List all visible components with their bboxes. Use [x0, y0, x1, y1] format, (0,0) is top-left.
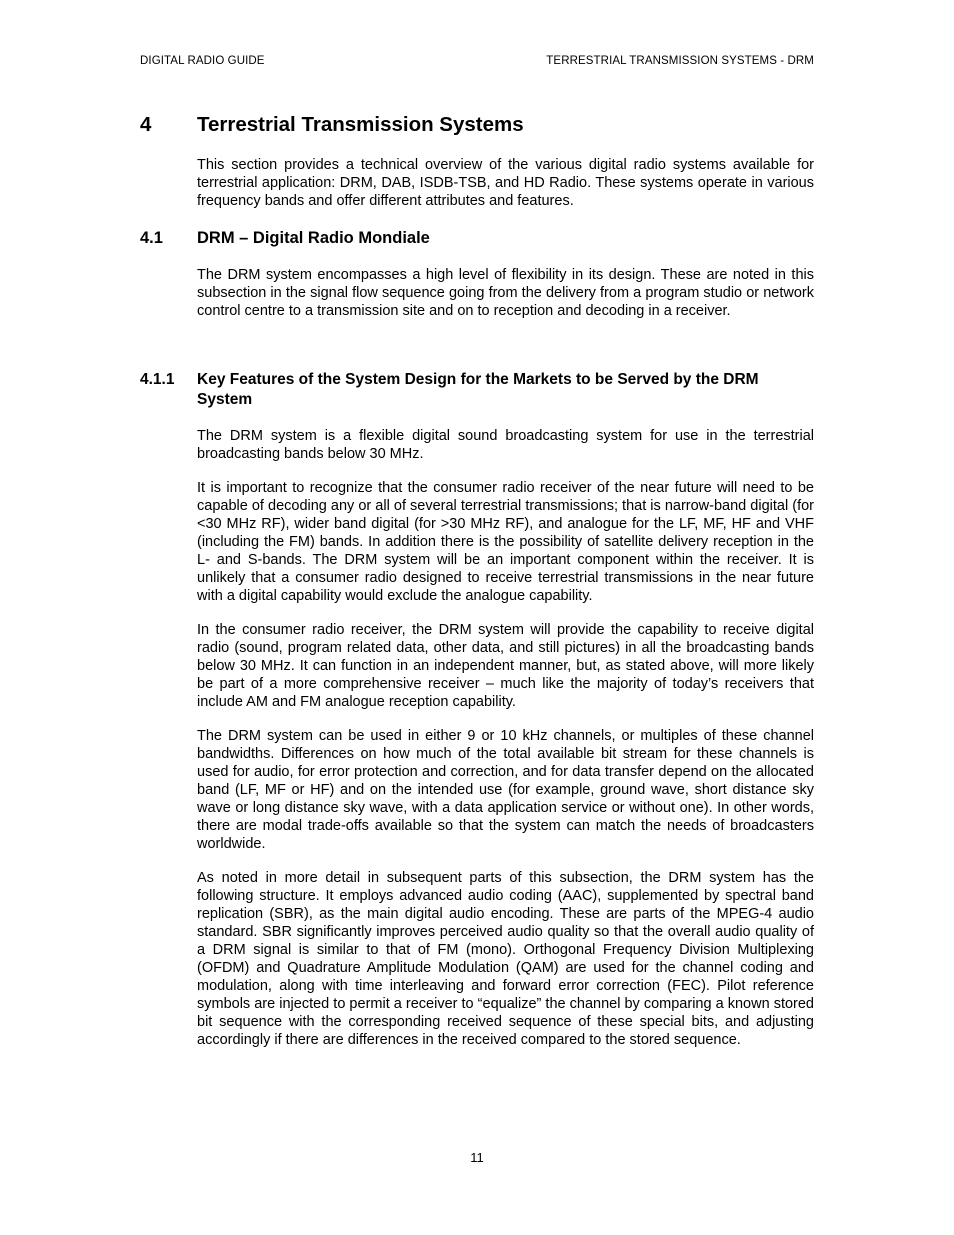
body-paragraph: In the consumer radio receiver, the DRM system will provide the capability to receive digital radio (sound, program related data, other data, and still pictures) in all the broadcasting bands below 30 MHz. It can function in an independent manner, but, as stated above, will more likely be part of a more comprehensive receiver – much like the majority of today’s receivers that include AM and FM analogue reception capability. [197, 622, 814, 710]
section-number: 4.1 [140, 229, 163, 247]
header-left-title: DIGITAL RADIO GUIDE [140, 55, 265, 67]
body-paragraph: It is important to recognize that the consumer radio receiver of the near future will need to be capable of decoding any or all of several terrestrial transmissions; that is narrow-band digital (for <30 MHz RF), wider band digital (for >30 MHz RF), and analogue for the LF, MF, HF and VHF (including the FM) bands. In addition there is the possibility of satellite delivery reception in the L- and S-bands. The DRM system will be an important component within the receiver. It is unlikely that a consumer radio designed to receive terrestrial transmissions in the near future with a digital capability would exclude the analogue capability. [197, 480, 814, 604]
page-number: 11 [470, 1150, 484, 1165]
chapter-intro-paragraph: This section provides a technical overview of the various digital radio systems available for terrestrial application: DRM, DAB, ISDB-TSB, and HD Radio. These systems operate in various frequency bands and offer different attributes and features. [197, 157, 814, 209]
chapter-title: Terrestrial Transmission Systems [197, 113, 524, 136]
header-right-title: TERRESTRIAL TRANSMISSION SYSTEMS - DRM [546, 55, 814, 67]
chapter-heading [140, 111, 814, 139]
page-content [140, 111, 814, 1049]
body-paragraph: The DRM system can be used in either 9 or 10 kHz channels, or multiples of these channel bandwidths. Differences on how much of the total available bit stream for these channels is used for audio, for error protection and correction, and for data transfer depend on the allocated band (LF, MF or HF) and on the intended use (for example, ground wave, short distance sky wave or long distance sky wave, with a data application service or without one). In other words, there are modal trade-offs available so that the system can match the needs of broadcasters worldwide. [197, 728, 814, 852]
chapter-number: 4 [140, 113, 152, 136]
section-intro-paragraph: The DRM system encompasses a high level of flexibility in its design. These are noted in this subsection in the signal flow sequence going from the delivery from a program studio or network control centre to a transmission site and on to reception and decoding in a receiver. [197, 267, 814, 319]
body-paragraph: The DRM system is a flexible digital sound broadcasting system for use in the terrestrial broadcasting bands below 30 MHz. [197, 428, 814, 462]
subsection-number: 4.1.1 [140, 371, 175, 388]
subsection-heading [140, 370, 814, 410]
body-paragraph: As noted in more detail in subsequent parts of this subsection, the DRM system has the following structure. It employs advanced audio coding (AAC), supplemented by spectral band replication (SBR), as the main digital audio encoding. These are parts of the MPEG-4 audio standard. SBR significantly improves perceived audio quality so that the overall audio quality of a DRM signal is similar to that of FM (mono). Orthogonal Frequency Division Multiplexing (OFDM) and Quadrature Amplitude Modulation (QAM) are used for the channel coding and modulation, along with time interleaving and forward error correction (FEC). Pilot reference symbols are injected to permit a receiver to “equalize” the channel by comparing a known stored bit sequence with the corresponding received sequence of these special bits, and adjusting accordingly if there are differences in the received compared to the stored sequence. [197, 870, 814, 1048]
section-title: DRM – Digital Radio Mondiale [197, 229, 430, 247]
section-heading [140, 227, 814, 249]
subsection-title: Key Features of the System Design for the Markets to be Served by the DRM System [197, 371, 759, 408]
